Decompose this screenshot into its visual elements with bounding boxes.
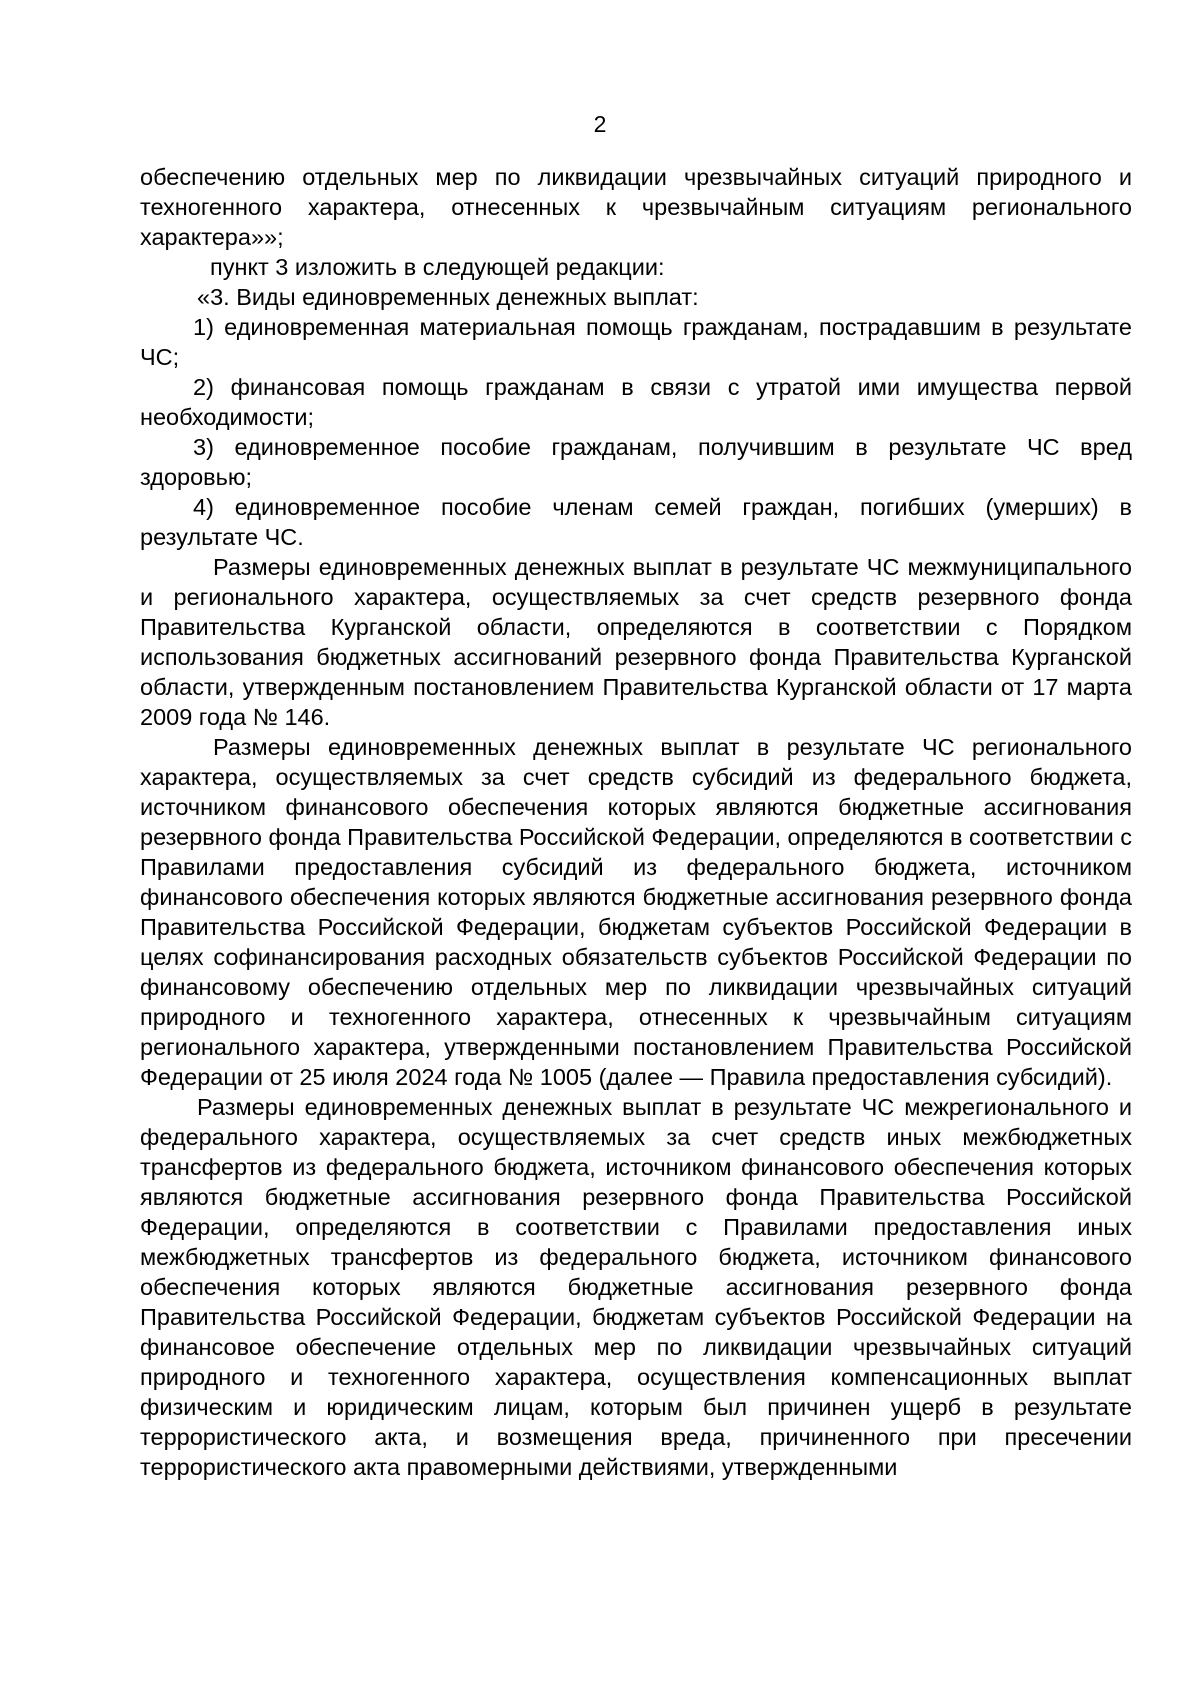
document-body [140,162,1132,1482]
page-number: 2 [593,111,607,137]
paragraph-interbudgetary-transfers: Размеры единовременных денежных выплат в результате ЧС межрегионального и федерального характера, осуществляемых за счет средств иных межбюджетных трансфертов из федерального бюджета, источником финансового обеспечения которых являются бюджетные ассигнования резервного фонда Правительства Российской Федерации, определяются в соответствии с Правилами предоставления иных межбюджетных трансфертов из федерального бюджета, источником финансового обеспечения которых являются бюджетные ассигнования резервного фонда Правительства Российской Федерации, бюджетам субъектов Российской Федерации на финансовое обеспечение отдельных мер по ликвидации чрезвычайных ситуаций природного и техногенного характера, осуществления компенсационных выплат физическим и юридическим лицам, которым был причинен ущерб в результате террористического акта, и возмещения вреда, причиненного при пресечении террористического акта правомерными действиями, утвержденными [140,1094,1132,1480]
paragraph-federal-subsidies: Размеры единовременных денежных выплат в результате ЧС регионального характера, осуществляемых за счет средств субсидий из федерального бюджета, источником финансового обеспечения которых являются бюджетные ассигнования резервного фонда Правительства Российской Федерации, определяются в соответствии с Правилами предоставления субсидий из федерального бюджета, источником финансового обеспечения которых являются бюджетные ассигнования резервного фонда Правительства Российской Федерации, бюджетам субъектов Российской Федерации в целях софинансирования расходных обязательств субъектов Российской Федерации по финансовому обеспечению отдельных мер по ликвидации чрезвычайных ситуаций природного и техногенного характера, отнесенных к чрезвычайным ситуациям регионального характера, утвержденными постановлением Правительства Российской Федерации от 25 июля 2024 года № 1005 (далее — Правила предоставления субсидий). [140,734,1132,1090]
paragraph-regional-reserve-fund: Размеры единовременных денежных выплат в результате ЧС межмуниципального и регионального характера, осуществляемых за счет средств резервного фонда Правительства Курганской области, определяются в соответствии с Порядком использования бюджетных ассигнований резервного фонда Правительства Курганской области, утвержденным постановлением Правительства Курганской области от 17 марта 2009 года № 146. [140,554,1132,730]
paragraph-continuation: обеспечению отдельных мер по ликвидации чрезвычайных ситуаций природного и техногенного характера, отнесенных к чрезвычайным ситуациям регионального характера»»; [140,164,1132,250]
list-item-2: 2) финансовая помощь гражданам в связи с утратой ими имущества первой необходимости; [140,374,1132,430]
list-item-4: 4) единовременное пособие членам семей граждан, погибших (умерших) в результате ЧС. [140,494,1132,550]
list-item-3: 3) единовременное пособие гражданам, получившим в результате ЧС вред здоровью; [140,434,1132,490]
paragraph-item-3-heading: «3. Виды единовременных денежных выплат: [197,284,699,310]
list-item-1: 1) единовременная материальная помощь гражданам, пострадавшим в результате ЧС; [140,314,1132,370]
paragraph-amendment-intro: пункт 3 изложить в следующей редакции: [210,254,665,280]
